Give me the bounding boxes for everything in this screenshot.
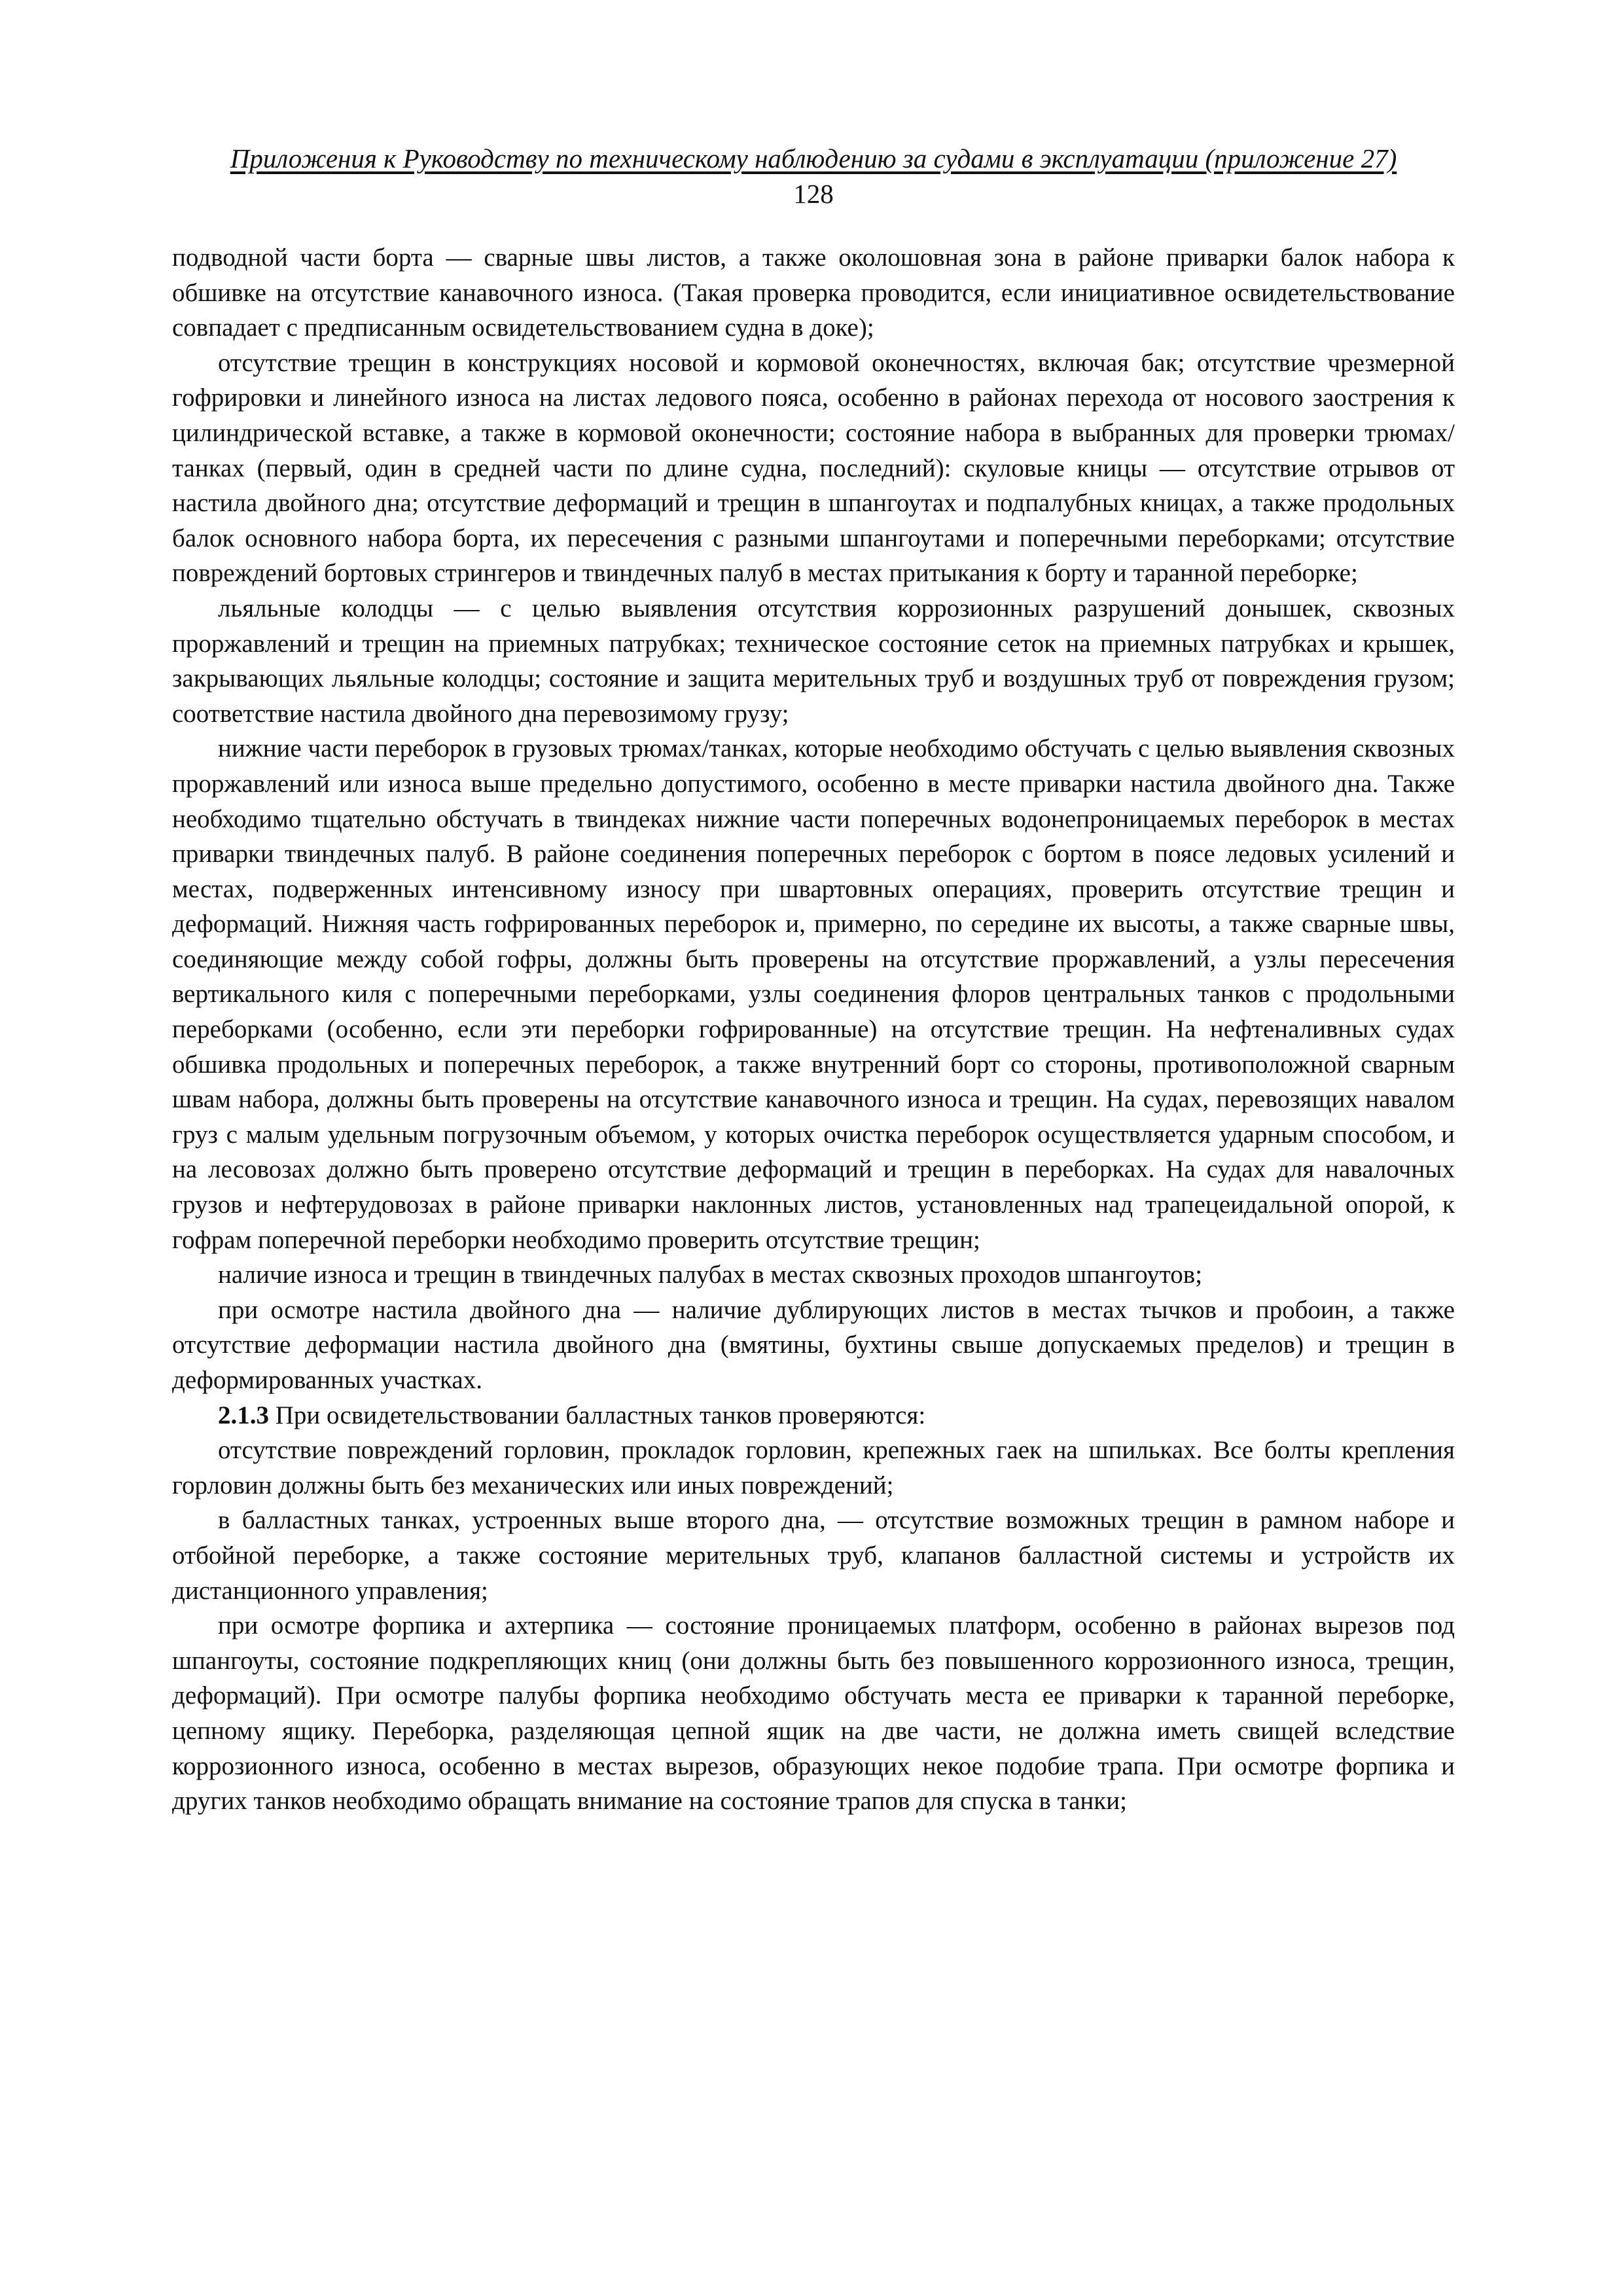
paragraph: при осмотре настила двойного дна — наличие дублирующих листов в местах тычков и пробоин, а также отсутствие деформации настила двойного дна (вмятины, бухтины свыше допускаемых пределов) и трещин в деформированных участках. xyxy=(172,1295,1455,1394)
paragraph: нижние части переборок в грузовых трюмах/танках, которые необходимо обстучать с целью выявления сквозных проржавлений или износа выше предельно допустимого, особенно в месте приварки настила двойного дна. Также необходимо тщательно обстучать в твиндеках нижние части поперечных водонепроницаемых переборок в местах приварки твиндечных палуб. В районе соединения поперечных переборок с бортом в поясе ледовых усилений и местах, подверженных интенсивному износу при швартовных операциях, проверить отсутствие трещин и деформаций. Нижняя часть гофрированных переборок и, примерно, по середине их высоты, а также сварные швы, соединяющие между собой гофры, должны быть проверены на отсутствие проржавлений, а узлы пересечения вертикального киля с поперечными переборками, узлы соединения флоров центральных танков с продольными переборками (особенно, если эти переборки гофрированные) на отсутствие трещин. На нефтеналивных судах обшивка продольных и поперечных переборок, а также внутренний борт со стороны, противоположной сварным швам набора, должны быть проверены на отсутствие канавочного износа и трещин. На судах, перевозящих навалом груз с малым удельным погрузочным объемом, у которых очистка переборок осуществляется ударным способом, и на лесовозах должно быть проверено отсутствие деформаций и трещин в переборках. На судах для навалочных грузов и нефтерудовозах в районе приварки наклонных листов, установленных над трапецеидальной опорой, к гофрам поперечной переборки необходимо проверить отсутствие трещин; xyxy=(172,734,1455,1254)
page-number: 128 xyxy=(793,179,834,209)
document-page xyxy=(172,141,1455,1819)
paragraph-continuation: подводной части борта — сварные швы листов, а также околошовная зона в районе приварки балок набора к обшивке на отсутствие канавочного износа. (Такая проверка проводится, если инициативное освидетельствование совпадает с предписанным освидетельствованием судна в доке); xyxy=(172,243,1455,342)
paragraph: при осмотре форпика и ахтерпика — состояние проницаемых платформ, особенно в районах вырезов под шпангоуты, состояние подкрепляющих книц (они должны быть без повышенного коррозионного износа, трещин, деформаций). При осмотре палубы форпика необходимо обстучать места ее приварки к таранной переборке, цепному ящику. Переборка, разделяющая цепной ящик на две части, не должна иметь свищей вследствие коррозионного износа, особенно в местах вырезов, образующих некое подобие трапа. При осмотре форпика и других танков необходимо обращать внимание на состояние трапов для спуска в танки; xyxy=(172,1611,1455,1816)
paragraph: льяльные колодцы — с целью выявления отсутствия коррозионных разрушений донышек, сквозных проржавлений и трещин на приемных патрубках; техническое состояние сеток на приемных патрубках и крышек, закрывающих льяльные колодцы; состояние и защита мерительных труб и воздушных труб от повреждения грузом; соответствие настила двойного дна перевозимому грузу; xyxy=(172,594,1455,728)
section-heading-text: При освидетельствовании балластных танков проверяются: xyxy=(269,1401,926,1429)
section-heading-2-1-3 xyxy=(172,1398,1455,1433)
body-text xyxy=(172,240,1455,1819)
section-number: 2.1.3 xyxy=(218,1401,269,1429)
paragraph: наличие износа и трещин в твиндечных палубах в местах сквозных проходов шпангоутов; xyxy=(218,1261,1203,1289)
paragraph: отсутствие трещин в конструкциях носовой и кормовой оконечностях, включая бак; отсутствие чрезмерной гофрировки и линейного износа на листах ледового пояса, особенно в районах перехода от носового заострения к цилиндрической вставке, а также в кормовой оконечности; состояние набора в выбранных для проверки трюмах/танках (первый, один в средней части по длине судна, последний): скуловые кницы — отсутствие отрывов от настила двойного дна; отсутствие деформаций и трещин в шпангоутах и подпалубных кницах, а также продольных балок основного набора борта, их пересечения с разными шпангоутами и поперечными переборками; отсутствие повреждений бортовых стрингеров и твиндечных палуб в местах притыкания к борту и таранной переборке; xyxy=(172,348,1455,588)
paragraph: отсутствие повреждений горловин, прокладок горловин, крепежных гаек на шпильках. Все болты крепления горловин должны быть без механических или иных повреждений; xyxy=(172,1436,1455,1499)
running-header: Приложения к Руководству по техническому наблюдению за судами в эксплуатации (приложение 27) xyxy=(230,143,1397,173)
paragraph: в балластных танках, устроенных выше второго дна, — отсутствие возможных трещин в рамном наборе и отбойной переборке, а также состояние мерительных труб, клапанов балластной системы и устройств их дистанционного управления; xyxy=(172,1506,1455,1605)
